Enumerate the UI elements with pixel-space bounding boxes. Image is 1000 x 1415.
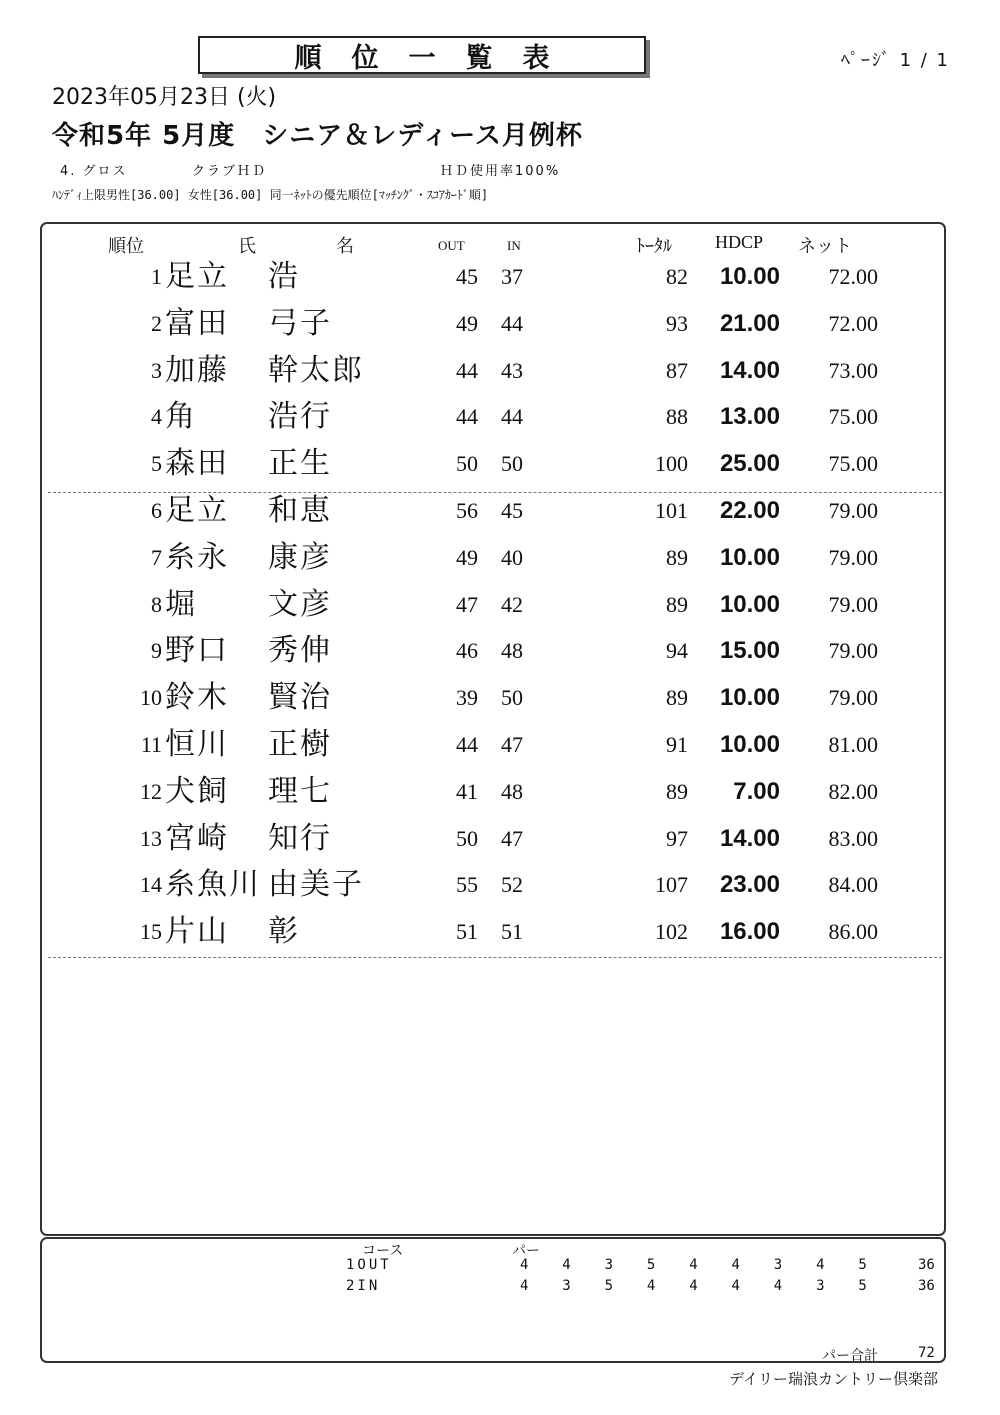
surname-cell: 富田 [165, 306, 229, 340]
total-score-cell: 89 [666, 544, 688, 570]
course-name: 2IN [346, 1278, 381, 1294]
hole-par: 4 [520, 1278, 529, 1294]
out-score-cell: 44 [456, 732, 478, 757]
hole-par: 5 [646, 1257, 656, 1273]
handicap-rate: ＨＤ使用率100% [440, 164, 561, 179]
in-score-cell: 47 [501, 732, 523, 757]
given-name-cell: 康彦 [268, 540, 332, 574]
scoring-format: 4. グロス [60, 164, 128, 179]
given-name-cell: 由美子 [268, 868, 364, 902]
net-score-cell: 86.00 [828, 919, 878, 945]
rank-cell: 5 [151, 451, 162, 477]
given-name-cell: 和恵 [268, 494, 332, 527]
out-score-cell: 39 [456, 685, 478, 711]
hdcp-cell: 14.00 [719, 824, 780, 852]
total-score-cell: 87 [666, 357, 688, 383]
table-row [0, 260, 1000, 307]
rank-cell: 2 [151, 310, 162, 336]
net-score-cell: 79.00 [828, 544, 878, 570]
table-row [0, 447, 1000, 494]
given-name-cell: 幹太郎 [268, 353, 364, 387]
net-score-cell: 72.00 [828, 264, 878, 289]
total-score-cell: 97 [666, 825, 688, 851]
col-header-name-b: 名 [336, 236, 354, 256]
col-header-in: IN [507, 238, 521, 253]
out-score-cell: 49 [456, 310, 478, 336]
table-row [0, 307, 1000, 354]
in-score-cell: 50 [501, 451, 523, 477]
net-score-cell: 82.00 [828, 778, 878, 804]
out-score-cell: 41 [456, 778, 478, 804]
hole-par: 4 [731, 1257, 740, 1273]
rank-cell: 12 [140, 778, 162, 804]
hole-par: 3 [562, 1278, 571, 1294]
surname-cell: 恒川 [165, 728, 229, 761]
course-name: 1OUT [346, 1257, 392, 1273]
rank-cell: 10 [140, 685, 162, 711]
hdcp-cell: 10.00 [719, 590, 780, 618]
hole-par: 4 [689, 1257, 698, 1273]
report-title: 順位一覧表 [294, 42, 580, 74]
surname-cell: 足立 [165, 260, 229, 293]
table-row [0, 541, 1000, 588]
net-score-cell: 79.00 [828, 591, 878, 617]
surname-cell: 糸魚川 [165, 868, 261, 902]
par-label: パー [512, 1243, 540, 1259]
table-row [0, 728, 1000, 775]
hole-par: 4 [689, 1278, 698, 1294]
out-score-cell: 56 [456, 498, 478, 523]
surname-cell: 片山 [165, 915, 229, 949]
rank-cell: 8 [151, 591, 162, 617]
hole-par: 4 [562, 1257, 571, 1273]
net-score-cell: 75.00 [828, 404, 878, 430]
surname-cell: 堀 [165, 587, 197, 621]
hdcp-cell: 10.00 [719, 684, 780, 712]
in-score-cell: 48 [501, 638, 523, 664]
hole-par: 3 [816, 1278, 825, 1294]
surname-cell: 鈴木 [165, 681, 229, 715]
table-row [0, 494, 1000, 541]
in-score-cell: 50 [501, 685, 523, 711]
hole-par: 5 [858, 1278, 867, 1294]
table-row [0, 634, 1000, 681]
surname-cell: 加藤 [165, 353, 229, 387]
rank-cell: 7 [151, 544, 162, 570]
net-score-cell: 72.00 [828, 310, 878, 336]
page-indicator: ﾍﾟｰｼﾞ 1 / 1 [840, 50, 950, 71]
col-header-total: ﾄｰﾀﾙ [636, 236, 672, 256]
in-score-cell: 37 [501, 264, 523, 289]
total-score-cell: 102 [655, 919, 688, 945]
hole-par: 4 [646, 1278, 656, 1294]
hdcp-cell: 25.00 [719, 450, 780, 478]
event-name: 令和5年 5月度 シニア＆レディース月例杯 [52, 121, 583, 151]
handicap-type: クラブＨＤ [192, 164, 268, 179]
net-score-cell: 81.00 [828, 732, 878, 757]
in-score-cell: 42 [501, 591, 523, 617]
surname-cell: 角 [165, 400, 197, 434]
col-header-out: OUT [438, 238, 465, 253]
net-score-cell: 83.00 [828, 825, 878, 851]
club-name: デイリー瑞浪カントリー倶楽部 [729, 1370, 938, 1388]
out-score-cell: 55 [456, 872, 478, 898]
rank-cell: 4 [151, 404, 162, 430]
in-score-cell: 40 [501, 544, 523, 570]
in-score-cell: 44 [501, 310, 523, 336]
rank-cell: 14 [140, 872, 162, 898]
in-score-cell: 51 [501, 919, 523, 945]
hole-par: 5 [858, 1257, 867, 1273]
hdcp-cell: 22.00 [719, 497, 780, 524]
total-score-cell: 101 [655, 498, 688, 523]
out-score-cell: 45 [456, 264, 478, 289]
table-row [0, 915, 1000, 962]
net-score-cell: 79.00 [828, 685, 878, 711]
rank-cell: 3 [151, 357, 162, 383]
surname-cell: 野口 [165, 634, 229, 668]
out-score-cell: 46 [456, 638, 478, 664]
table-row [0, 775, 1000, 822]
net-score-cell: 84.00 [828, 872, 878, 898]
table-row [0, 822, 1000, 869]
net-score-cell: 79.00 [828, 498, 878, 523]
out-score-cell: 47 [456, 591, 478, 617]
out-score-cell: 49 [456, 544, 478, 570]
total-score-cell: 93 [666, 310, 688, 336]
rank-cell: 11 [140, 732, 162, 757]
course-par-total: 36 [918, 1257, 935, 1273]
course-par-box [40, 1237, 946, 1363]
handicap-note: ﾊﾝﾃﾞｨ上限男性[36.00] 女性[36.00] 同一ﾈｯﾄの優先順位[ﾏｯﾁﾝｸﾞ・ｽｺｱｶｰﾄﾞ順] [52, 188, 489, 202]
given-name-cell: 正樹 [268, 728, 332, 761]
given-name-cell: 文彦 [268, 587, 332, 621]
given-name-cell: 正生 [268, 447, 332, 481]
table-row [0, 354, 1000, 401]
given-name-cell: 彰 [268, 915, 300, 949]
total-score-cell: 82 [666, 264, 688, 289]
table-row [0, 400, 1000, 447]
table-row [0, 868, 1000, 915]
in-score-cell: 47 [501, 825, 523, 851]
col-header-name-a: 氏 [238, 236, 256, 256]
end-divider [48, 957, 942, 958]
out-score-cell: 51 [456, 919, 478, 945]
total-score-cell: 91 [666, 732, 688, 757]
rank-cell: 1 [151, 264, 162, 289]
out-score-cell: 44 [456, 404, 478, 430]
net-score-cell: 79.00 [828, 638, 878, 664]
col-header-hdcp: HDCP [715, 232, 764, 252]
given-name-cell: 浩 [268, 260, 300, 293]
surname-cell: 足立 [165, 494, 229, 527]
course-par-total: 36 [918, 1278, 935, 1294]
in-score-cell: 48 [501, 778, 523, 804]
hole-par: 3 [773, 1257, 783, 1273]
rank-cell: 6 [151, 498, 162, 523]
out-score-cell: 44 [456, 357, 478, 383]
total-score-cell: 100 [655, 451, 688, 477]
total-score-cell: 89 [666, 778, 688, 804]
in-score-cell: 52 [501, 872, 523, 898]
net-score-cell: 75.00 [828, 451, 878, 477]
in-score-cell: 44 [501, 404, 523, 430]
hdcp-cell: 16.00 [719, 918, 780, 946]
report-date: 2023年05月23日 (火) [52, 85, 277, 110]
given-name-cell: 理七 [268, 774, 332, 808]
given-name-cell: 秀伸 [268, 634, 332, 668]
out-score-cell: 50 [456, 825, 478, 851]
par-total-label: パー合計 [822, 1348, 878, 1364]
course-label: コース [362, 1243, 404, 1259]
hole-par: 3 [604, 1257, 614, 1273]
report-title-box [198, 36, 646, 74]
total-score-cell: 88 [666, 404, 688, 430]
hdcp-cell: 10.00 [719, 263, 780, 290]
hole-par: 4 [520, 1257, 529, 1273]
col-header-rank: 順位 [108, 236, 144, 256]
given-name-cell: 弓子 [268, 306, 332, 340]
surname-cell: 犬飼 [165, 774, 229, 808]
hdcp-cell: 14.00 [719, 356, 780, 384]
hdcp-cell: 10.00 [719, 543, 780, 571]
given-name-cell: 知行 [268, 821, 332, 855]
hdcp-cell: 21.00 [719, 309, 780, 337]
in-score-cell: 45 [501, 498, 523, 523]
total-score-cell: 107 [655, 872, 688, 898]
surname-cell: 宮崎 [165, 821, 229, 855]
total-score-cell: 89 [666, 685, 688, 711]
hdcp-cell: 10.00 [719, 731, 780, 758]
rank-cell: 13 [140, 825, 162, 851]
hdcp-cell: 7.00 [733, 777, 780, 805]
hole-par: 4 [731, 1278, 740, 1294]
hole-par: 4 [773, 1278, 783, 1294]
col-header-net: ネット [798, 236, 852, 256]
surname-cell: 森田 [165, 447, 229, 481]
net-score-cell: 73.00 [828, 357, 878, 383]
total-score-cell: 94 [666, 638, 688, 664]
out-score-cell: 50 [456, 451, 478, 477]
total-score-cell: 89 [666, 591, 688, 617]
table-row [0, 588, 1000, 635]
hdcp-cell: 13.00 [719, 403, 780, 431]
hole-par: 5 [604, 1278, 614, 1294]
rank-cell: 15 [140, 919, 162, 945]
hole-par: 4 [816, 1257, 825, 1273]
surname-cell: 糸永 [165, 540, 229, 574]
hdcp-cell: 15.00 [719, 637, 780, 665]
rank-cell: 9 [151, 638, 162, 664]
par-total-value: 72 [918, 1345, 935, 1361]
given-name-cell: 浩行 [268, 400, 332, 434]
prize-divider [48, 492, 942, 493]
table-row [0, 681, 1000, 728]
in-score-cell: 43 [501, 357, 523, 383]
given-name-cell: 賢治 [268, 681, 332, 715]
hdcp-cell: 23.00 [719, 871, 780, 899]
